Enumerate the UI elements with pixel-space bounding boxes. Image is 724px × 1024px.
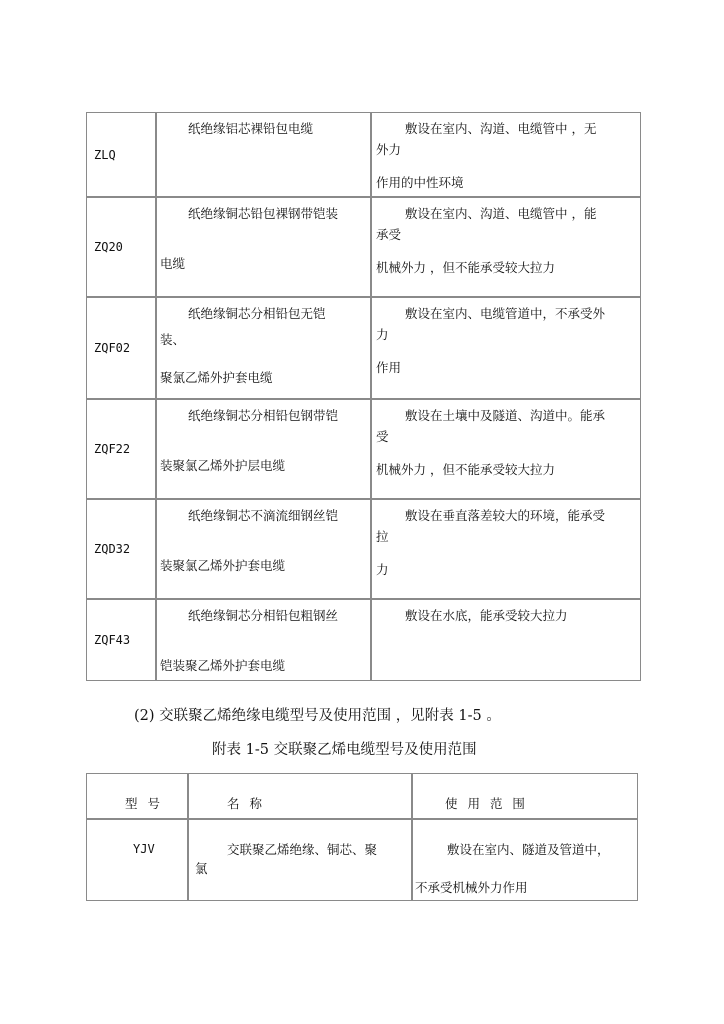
- usage-line: 外力: [376, 142, 402, 157]
- model-code-cell: [86, 399, 157, 499]
- header-cell: [412, 773, 638, 819]
- cable-name-line: 聚氯乙烯外护套电缆: [160, 370, 273, 385]
- header-cell: [86, 773, 188, 819]
- usage-line: 敷设在室内、沟道、电缆管中 ，无: [405, 121, 597, 136]
- usage-line: 作用的中性环境: [376, 175, 464, 190]
- cable-name-line: 纸绝缘铜芯不滴流细钢丝铠: [188, 508, 339, 523]
- table-caption: 附表 1-5 交联聚乙烯电缆型号及使用范围: [212, 742, 477, 758]
- cable-name-line: 装聚氯乙烯外护层电缆: [160, 458, 286, 473]
- model-code: ZQF02: [94, 341, 131, 355]
- cable-name-line: 电缆: [160, 256, 186, 271]
- usage-line: 敷设在垂直落差较大的环境，能承受: [405, 508, 606, 523]
- column-header: 型 号: [125, 796, 163, 811]
- cable-name-cell: [155, 197, 372, 297]
- cable-name-line: 纸绝缘铝芯裸铅包电缆: [188, 121, 314, 136]
- cable-name-cell: [155, 112, 372, 197]
- column-header: 使 用 范 围: [445, 796, 528, 811]
- cable-name-line: 纸绝缘铜芯分相铅包无铠: [188, 306, 326, 321]
- cable-name-cell: [155, 499, 372, 599]
- usage-line: 机械外力 ，但不能承受较大拉力: [376, 462, 555, 477]
- usage-cell: [412, 819, 638, 901]
- usage-line: 力: [376, 327, 389, 342]
- usage-line: 拉: [376, 529, 389, 544]
- usage-line: 敷设在水底，能承受较大拉力: [405, 608, 568, 623]
- model-code: YJV: [133, 842, 155, 856]
- model-code-cell: [86, 197, 157, 297]
- cable-name-line: 装、: [160, 332, 186, 347]
- usage-cell: [370, 499, 641, 599]
- model-code: ZQF43: [94, 633, 131, 647]
- model-code: ZQ20: [94, 240, 123, 254]
- cable-name-cell: [155, 599, 372, 681]
- usage-cell: [370, 112, 641, 197]
- usage-line: 敷设在土壤中及隧道、沟道中。能承: [405, 408, 606, 423]
- cable-name-line: 纸绝缘铜芯分相铅包粗钢丝: [188, 608, 339, 623]
- cable-name-cell: [155, 399, 372, 499]
- usage-line: 作用: [376, 360, 402, 375]
- cable-name-line: 纸绝缘铜芯分相铅包钢带铠: [188, 408, 339, 423]
- cable-name-line: 纸绝缘铜芯铅包裸钢带铠装: [188, 206, 339, 221]
- cable-name-line: 氯: [195, 861, 208, 876]
- body-paragraph: (2) 交联聚乙烯绝缘电缆型号及使用范围 ，见附表 1-5 。: [134, 708, 501, 724]
- model-code-cell: [86, 112, 157, 197]
- cable-name-cell: [155, 297, 372, 399]
- model-code: ZQD32: [94, 542, 131, 556]
- usage-cell: [370, 297, 641, 399]
- usage-line: 承受: [376, 227, 402, 242]
- model-code-cell: [86, 819, 188, 901]
- model-code: ZLQ: [94, 148, 116, 162]
- usage-line: 机械外力 ，但不能承受较大拉力: [376, 260, 555, 275]
- column-header: 名 称: [227, 796, 265, 811]
- model-code: ZQF22: [94, 442, 131, 456]
- model-code-cell: [86, 599, 157, 681]
- header-cell: [188, 773, 412, 819]
- cable-name-cell: [188, 819, 412, 901]
- cable-name-line: 交联聚乙烯绝缘、铜芯、聚: [227, 842, 378, 857]
- usage-cell: [370, 399, 641, 499]
- usage-cell: [370, 599, 641, 681]
- cable-name-line: 铠装聚乙烯外护套电缆: [160, 658, 286, 673]
- usage-line: 敷设在室内、沟道、电缆管中 ，能: [405, 206, 597, 221]
- usage-cell: [370, 197, 641, 297]
- usage-line: 敷设在室内、电缆管道中，不承受外: [405, 306, 606, 321]
- usage-line: 力: [376, 562, 389, 577]
- usage-line: 受: [376, 429, 389, 444]
- cable-name-line: 装聚氯乙烯外护套电缆: [160, 558, 286, 573]
- model-code-cell: [86, 499, 157, 599]
- usage-line: 不承受机械外力作用: [415, 880, 528, 895]
- usage-line: 敷设在室内、隧道及管道中，: [447, 842, 610, 857]
- model-code-cell: [86, 297, 157, 399]
